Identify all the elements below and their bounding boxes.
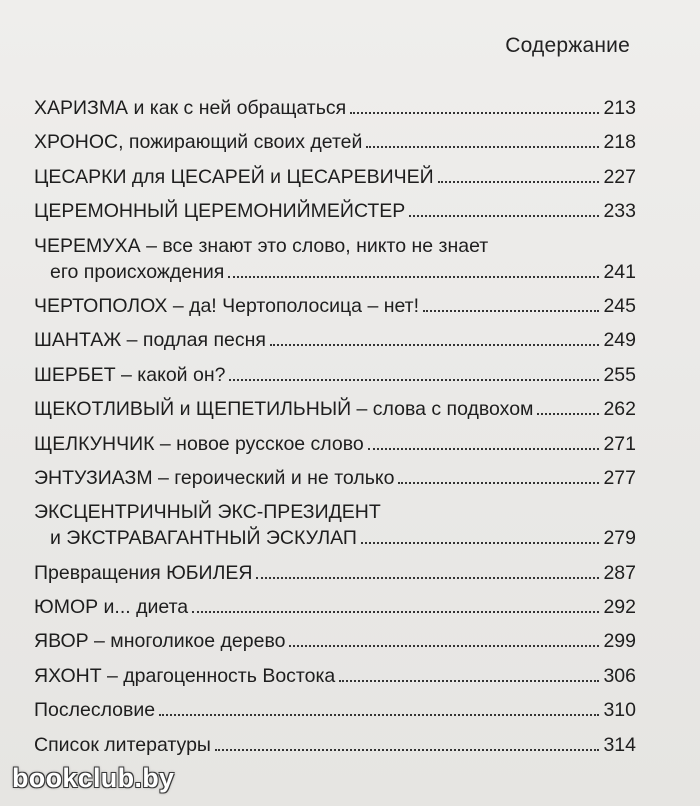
toc-entry [34,560,636,586]
toc-entry-page: 287 [603,561,636,584]
toc-entry [34,732,636,758]
toc-entry-title: Список литературы [34,733,211,756]
toc-entry-title: ЦЕСАРКИ для ЦЕСАРЕЙ и ЦЕСАРЕВИЧЕЙ [34,165,434,188]
dot-leader [289,645,599,647]
toc-entry-title: его происхождения [50,260,225,283]
toc-entry [34,697,636,723]
toc-entry-page: 241 [603,260,636,283]
dot-leader [256,577,599,579]
dot-leader [398,482,599,484]
dot-leader [361,542,600,544]
dot-leader [366,146,599,148]
toc-entry [34,628,636,654]
dot-leader [228,276,599,278]
toc-entry-page: 271 [603,432,636,455]
toc-entry-title: Послесловие [34,699,156,722]
toc-entry-page: 245 [603,294,636,317]
toc-entry [34,465,636,491]
toc-entry [34,663,636,689]
toc-entry [34,233,636,285]
toc-entry-title: ЧЕРТОПОЛОХ – да! Чертополосица – нет! [34,294,420,317]
dot-leader [350,112,599,114]
toc-entry-page: 292 [603,596,636,619]
dot-leader [339,680,599,682]
dot-leader [438,181,600,183]
toc-entry-title-line1: ЭКСЦЕНТРИЧНЫЙ ЭКС-ПРЕЗИДЕНТ [34,501,381,524]
toc-entry [34,293,636,319]
toc-entry [34,499,636,551]
toc-entry-title: и ЭКСТРАВАГАНТНЫЙ ЭСКУЛАП [50,527,357,550]
toc-entry-title: ЮМОР и... диета [34,596,189,619]
dot-leader [229,379,599,381]
toc-entry [34,396,636,422]
toc-entry-title: ЭНТУЗИАЗМ – героический и не только [34,466,395,489]
toc-entry [34,594,636,620]
toc-entry-title: ЯХОНТ – драгоценность Востока [34,664,336,687]
table-of-contents [34,95,636,766]
dot-leader [270,344,600,346]
toc-entry-page: 279 [603,527,636,550]
toc-entry-page: 310 [603,699,636,722]
toc-entry-title: ХРОНОС, пожирающий своих детей [34,131,363,154]
toc-entry-page: 227 [603,165,636,188]
dot-leader [409,215,599,217]
toc-entry [34,362,636,388]
toc-entry [34,198,636,224]
toc-entry-page: 262 [603,398,636,421]
watermark-text: bookclub.by [12,763,175,793]
toc-entry-page: 277 [603,466,636,489]
toc-entry-page: 314 [603,733,636,756]
dot-leader [537,413,599,415]
toc-entry-page: 213 [603,97,636,119]
dot-leader [192,611,599,613]
toc-entry [34,164,636,190]
toc-entry-title: ШАНТАЖ – подлая песня [34,329,266,352]
toc-entry [34,327,636,353]
toc-entry-page: 249 [603,329,636,352]
toc-entry-page: 218 [603,131,636,154]
toc-entry-title: ШЕРБЕТ – какой он? [34,363,226,386]
toc-entry [34,129,636,155]
dot-leader [423,310,599,312]
toc-entry-page: 306 [603,664,636,687]
toc-entry-page: 233 [603,200,636,223]
toc-entry-page: 299 [603,630,636,653]
toc-entry-page: 255 [603,363,636,386]
toc-entry-title: ЦЕРЕМОННЫЙ ЦЕРЕМОНИЙМЕЙСТЕР [34,200,406,223]
toc-entry-title: ХАРИЗМА и как с ней обращаться [34,97,347,119]
toc-entry-title: ЯВОР – многоликое дерево [34,630,286,653]
toc-entry [34,95,636,121]
dot-leader [368,448,600,450]
toc-entry [34,431,636,457]
toc-entry-title-line1: ЧЕРЕМУХА – все знают это слово, никто не знает [34,234,489,257]
dot-leader [159,714,599,716]
dot-leader [215,749,600,751]
toc-entry-title: ЩЕКОТЛИВЫЙ и ЩЕПЕТИЛЬНЫЙ – слова с подвохом [34,398,534,421]
page-header: Содержание [505,34,630,57]
toc-entry-title: ЩЕЛКУНЧИК – новое русское слово [34,432,364,455]
toc-entry-title: Превращения ЮБИЛЕЯ [34,561,253,584]
